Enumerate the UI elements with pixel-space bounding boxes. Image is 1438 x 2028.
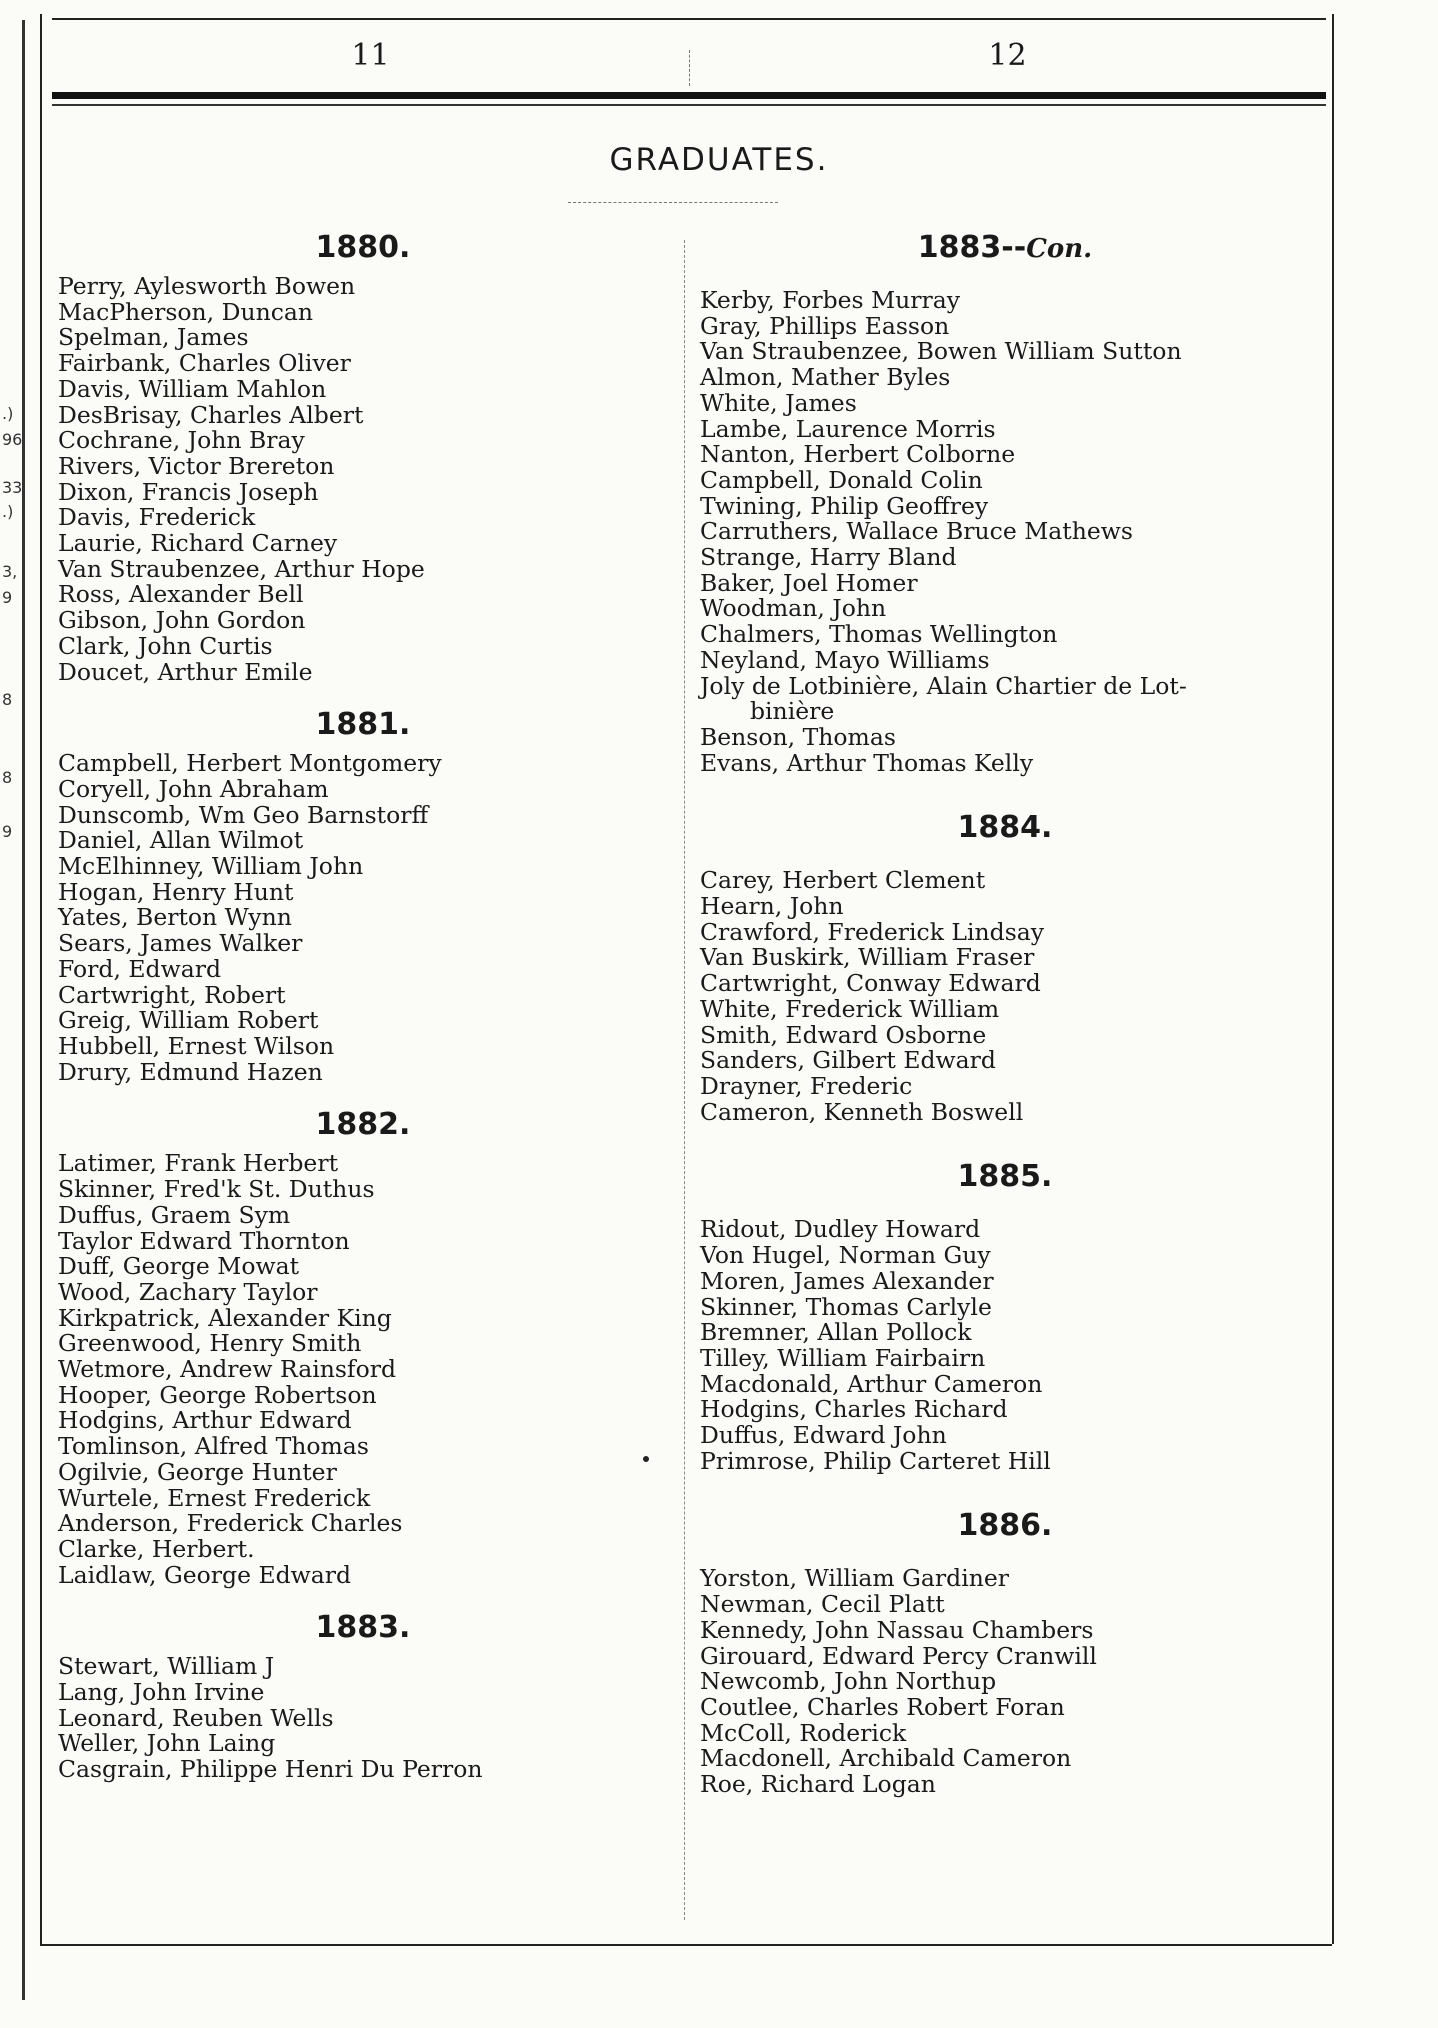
page-binding-edge [0,0,30,2028]
graduate-name: Carey, Herbert Clement [700,866,986,895]
graduate-name: Lambe, Laurence Morris [700,414,996,443]
graduate-name: Benson, Thomas [700,722,896,751]
year-label: 1882. [315,1107,411,1143]
graduate-name: DesBrisay, Charles Albert [58,400,364,429]
year-heading [58,1606,668,1650]
margin-fragment: 8 [2,768,13,787]
graduate-name: Clarke, Herbert. [58,1534,255,1563]
year-heading [700,1155,1310,1199]
graduate-name: Cochrane, John Bray [58,426,305,455]
graduates-year-section [58,1085,668,1588]
graduate-name: Davis, Frederick [58,503,256,532]
graduate-name: Latimer, Frank Herbert [58,1149,339,1178]
graduate-list [58,1151,668,1588]
graduate-name: Skinner, Thomas Carlyle [700,1292,992,1321]
graduate-name: Moren, James Alexander [700,1266,994,1295]
graduate-list [700,288,1310,776]
graduate-name: Strange, Harry Bland [700,543,957,572]
year-heading [58,1103,668,1147]
graduate-name: Doucet, Arthur Emile [58,657,313,686]
graduate-name: Duff, George Mowat [58,1252,300,1281]
graduate-name: Wurtele, Ernest Frederick [58,1483,371,1512]
graduate-name: Kerby, Forbes Murray [700,286,961,314]
graduate-name: Twining, Philip Geoffrey [700,491,989,520]
graduate-name: Macdonell, Archibald Cameron [700,1744,1072,1773]
graduate-name: Spelman, James [58,323,249,352]
left-column [58,226,668,1783]
graduates-year-section [700,1125,1310,1474]
graduate-name: Hubbell, Ernest Wilson [58,1031,335,1060]
graduate-name: Hogan, Henry Hunt [58,877,294,906]
year-heading [58,226,668,270]
graduate-name: McElhinney, William John [58,852,364,881]
graduate-name: Greenwood, Henry Smith [58,1329,362,1358]
page-number-header [52,18,1326,90]
footer-rule [40,1944,1332,1946]
title-underline [568,202,778,203]
graduate-name: Coryell, John Abraham [58,774,329,803]
graduate-name: Rivers, Victor Brereton [58,451,335,480]
graduates-year-section [58,226,668,685]
graduate-name: Smith, Edward Osborne [700,1020,987,1049]
graduate-name: Neyland, Mayo Williams [700,645,990,674]
graduate-name: Coutlee, Charles Robert Foran [700,1692,1065,1721]
graduate-list [700,868,1310,1125]
graduate-name: Skinner, Fred'k St. Duthus [58,1175,375,1204]
graduates-year-section [700,226,1310,776]
graduate-name: Sears, James Walker [58,929,303,958]
graduate-name: Bremner, Allan Pollock [700,1318,972,1347]
graduate-name: Stewart, William J [58,1652,275,1681]
binding-line [22,20,25,2000]
graduate-name: Tomlinson, Alfred Thomas [58,1432,369,1461]
graduate-name: Chalmers, Thomas Wellington [700,620,1058,649]
graduate-name: Cameron, Kenneth Boswell [700,1097,1024,1126]
graduate-name: Leonard, Reuben Wells [58,1703,334,1732]
graduate-name: Wood, Zachary Taylor [58,1277,318,1306]
graduate-name: Dunscomb, Wm Geo Barnstorff [58,800,429,829]
graduate-name: Baker, Joel Homer [700,568,918,597]
graduate-name: Carruthers, Wallace Bruce Mathews [700,517,1133,546]
graduate-name: MacPherson, Duncan [58,297,314,326]
year-heading [58,703,668,747]
graduate-name: Van Buskirk, William Fraser [700,943,1035,972]
graduate-name: Fairbank, Charles Oliver [58,349,351,378]
graduate-name: Lang, John Irvine [58,1678,265,1707]
graduate-name: Duffus, Edward John [700,1421,947,1450]
graduate-name: Drayner, Frederic [700,1071,913,1100]
graduate-name: Cartwright, Robert [58,980,286,1009]
graduate-name: Macdonald, Arthur Cameron [700,1369,1043,1398]
graduate-name: Nanton, Herbert Colborne [700,440,1016,469]
graduate-name: Duffus, Graem Sym [58,1200,291,1229]
graduate-name: Yates, Berton Wynn [58,903,292,932]
graduate-name: binière [750,697,835,726]
year-heading [700,806,1310,850]
graduate-name: Perry, Aylesworth Bowen [58,272,356,300]
graduate-name: Newman, Cecil Platt [700,1590,945,1619]
graduates-year-section [58,685,668,1085]
graduate-name: Ogilvie, George Hunter [58,1457,337,1486]
graduate-name: McColl, Roderick [700,1718,907,1747]
graduate-name: Campbell, Donald Colin [700,465,983,494]
graduate-list [58,274,668,685]
page-number-right: 12 [988,38,1027,73]
graduate-name: Woodman, John [700,594,887,623]
year-continued-label: Con. [1026,234,1093,264]
graduate-name: Laurie, Richard Carney [58,529,338,558]
column-divider [684,240,685,1920]
header-thick-rule [52,92,1326,99]
year-label: 1881. [315,707,411,743]
year-heading [700,226,1310,270]
graduate-list [700,1566,1310,1797]
graduate-list [58,1654,668,1783]
graduate-name: Hodgins, Arthur Edward [58,1406,352,1435]
graduate-name: Campbell, Herbert Montgomery [58,749,442,778]
graduate-name: Almon, Mather Byles [700,363,951,392]
graduates-year-section [700,776,1310,1125]
year-label: 1883-- [917,230,1027,265]
margin-fragment: .) [2,404,14,423]
margin-fragment: 9 [2,822,13,841]
year-heading [700,1504,1310,1548]
graduate-name: Casgrain, Philippe Henri Du Perron [58,1755,483,1784]
right-column [700,226,1310,1798]
graduate-name: Anderson, Frederick Charles [58,1509,403,1538]
graduate-name: Davis, William Mahlon [58,374,327,403]
graduate-name: Laidlaw, George Edward [58,1560,352,1589]
graduate-list [58,751,668,1085]
graduate-name: Ford, Edward [58,954,221,983]
graduate-list [700,1217,1310,1474]
graduate-name: Drury, Edmund Hazen [58,1057,323,1086]
graduate-name: Primrose, Philip Carteret Hill [700,1446,1051,1475]
graduate-name: Evans, Arthur Thomas Kelly [700,748,1034,777]
header-thin-rule [52,104,1326,106]
graduate-name: Van Straubenzee, Bowen William Sutton [700,337,1182,366]
graduate-name: Daniel, Allan Wilmot [58,826,304,855]
graduate-name: Dixon, Francis Joseph [58,477,319,506]
graduate-name: White, James [700,388,857,417]
graduate-name: Ross, Alexander Bell [58,580,304,609]
margin-fragment: 33 [2,478,23,497]
graduate-name: Roe, Richard Logan [700,1770,936,1799]
year-label: 1885. [957,1159,1053,1195]
graduates-year-section [58,1588,668,1783]
graduate-name: Greig, William Robert [58,1006,319,1035]
margin-fragment: 96 [2,430,23,449]
graduate-name: Joly de Lotbinière, Alain Chartier de Lot- [700,671,1187,700]
graduate-name: Hodgins, Charles Richard [700,1395,1008,1424]
page-title: GRADUATES. [609,142,829,178]
graduate-name: Van Straubenzee, Arthur Hope [58,554,425,583]
graduate-name: Von Hugel, Norman Guy [700,1241,991,1270]
graduate-name: Girouard, Edward Percy Cranwill [700,1641,1097,1670]
graduate-name: Crawford, Frederick Lindsay [700,917,1045,946]
graduate-name: Clark, John Curtis [58,631,273,660]
graduate-name: Sanders, Gilbert Edward [700,1046,996,1075]
graduate-name: Tilley, William Fairbairn [700,1343,986,1372]
graduate-name: Ridout, Dudley Howard [700,1215,981,1244]
year-label: 1886. [957,1508,1053,1544]
graduate-name: Wetmore, Andrew Rainsford [58,1355,397,1384]
graduate-name: Hearn, John [700,892,844,921]
year-label: 1880. [315,230,411,265]
graduate-name: Gibson, John Gordon [58,606,306,635]
graduates-year-section [700,1474,1310,1797]
graduate-name: Kennedy, John Nassau Chambers [700,1615,1094,1644]
graduate-name: Cartwright, Conway Edward [700,969,1041,998]
graduate-name: Newcomb, John Northup [700,1667,997,1696]
graduate-name: Kirkpatrick, Alexander King [58,1303,392,1332]
graduate-name: Yorston, William Gardiner [700,1564,1009,1593]
year-label: 1883. [315,1610,411,1646]
page-number-left: 11 [351,38,390,73]
margin-fragment: 3, [2,562,18,581]
graduate-name: Weller, John Laing [58,1729,276,1758]
margin-fragment: .) [2,502,14,521]
graduate-name: White, Frederick William [700,994,1000,1023]
margin-fragment: 8 [2,690,13,709]
graduate-name: Hooper, George Robertson [58,1380,377,1409]
margin-fragment: 9 [2,588,13,607]
graduate-name: Gray, Phillips Easson [700,311,950,340]
graduate-name: Taylor Edward Thornton [58,1226,350,1255]
year-label: 1884. [957,810,1053,846]
